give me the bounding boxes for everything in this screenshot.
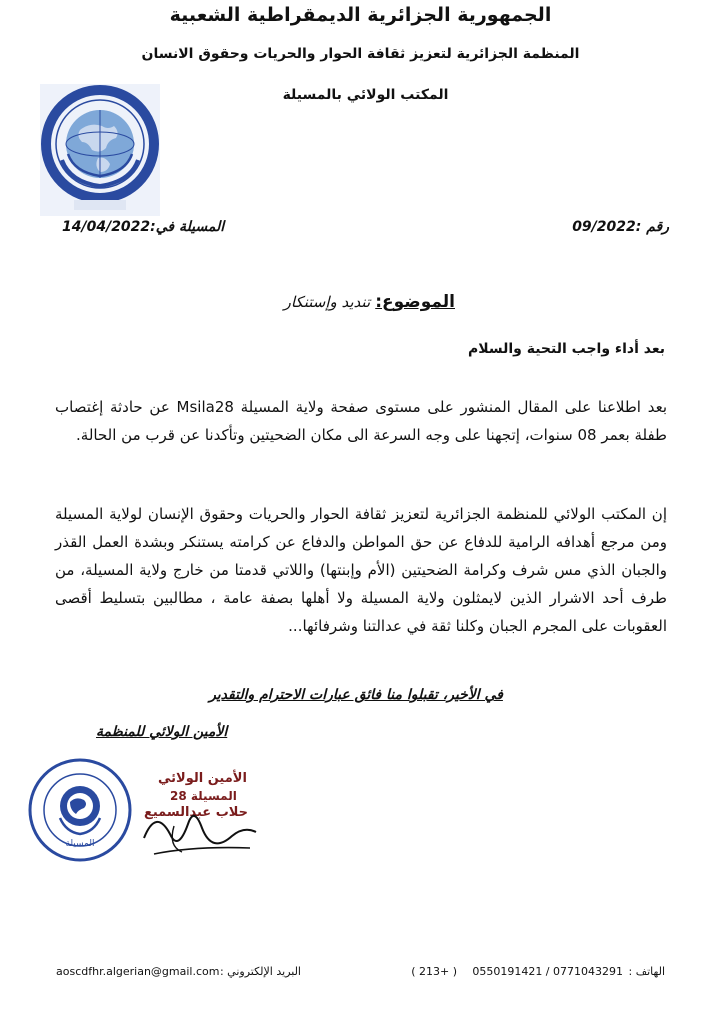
stamp-line-wilaya: المسيلة 28 <box>170 789 237 803</box>
greeting: بعد أداء واجب التحية والسلام <box>467 341 665 357</box>
footer-email-label: البريد الإلكتروني : <box>219 965 301 978</box>
footer-country-code: ( 213+ ) <box>411 965 457 978</box>
stamp-line-title: الأمين الولائي <box>158 771 247 786</box>
reference-number: رقم :09/2022 <box>572 219 669 235</box>
organization-logo <box>40 84 160 216</box>
signature-scribble-icon <box>134 768 264 868</box>
official-seal <box>26 748 134 873</box>
subject-value: تنديد وإستنكار <box>283 293 371 311</box>
seal-icon <box>26 748 134 873</box>
subject-label: الموضوع: <box>375 292 455 312</box>
subject-line <box>250 292 455 312</box>
stamp-line-name: حلاب عبدالسميع <box>144 805 248 820</box>
footer-phone-numbers: 0550191421 / 0771043291 <box>472 965 623 978</box>
closing-line: في الأخير، تقبلوا منا فائق عبارات الاحترام والتقدير <box>209 687 503 703</box>
footer-contact <box>0 965 721 989</box>
seal-text: المسيلة <box>65 839 95 849</box>
footer-email: aoscdfhr.algerian@gmail.com <box>56 965 220 978</box>
country-title: الجمهورية الجزائرية الديمقراطية الشعبية <box>169 4 552 26</box>
office-title: المكتب الولائي بالمسيلة <box>282 87 449 103</box>
body-paragraph-1: بعد اطلاعنا على المقال المنشور على مستوى صفحة ولاية المسيلة Msila28 عن حادثة إغتصاب طفلة بعمر 08 سنوات، إتجهنا على وجه السرعة الى مكان الضحيتين وتأكدنا عن قرب من الحالة. <box>55 398 667 444</box>
letter-date: المسيلة في:14/04/2022 <box>62 219 225 235</box>
body-paragraph-2: إن المكتب الولائي للمنظمة الجزائرية لتعزيز ثقافة الحوار والحريات وحقوق الإنسان لولاية المسيلة ومن مرجع أهدافه الرامية للدفاع عن حق المواطن والدفاع عن كرامته يستنكر وبشدة العمل القذر والجبان الذي مس شرف وكرامة الضحيتين (الأم وإبنتها) واللاتي قدمتا من خارج ولاية المسيلة، من طرف أحد الاشرار الذين لايمثلون ولاية المسيلة ولا أهلها بصفة عامة ، مطالبين بتسليط أقصى العقوبات على المجرم الجبان وكلنا ثقة في عدالتنا وشرفائها... <box>55 505 667 635</box>
signature-title: الأمين الولائي للمنظمة <box>96 724 228 740</box>
footer-phone-label: الهاتف : <box>628 965 665 978</box>
handwritten-signature <box>134 768 264 868</box>
organization-title: المنظمة الجزائرية لتعزيز ثقافة الحوار والحريات وحقوق الانسان <box>141 46 580 62</box>
globe-emblem-icon <box>40 84 160 216</box>
